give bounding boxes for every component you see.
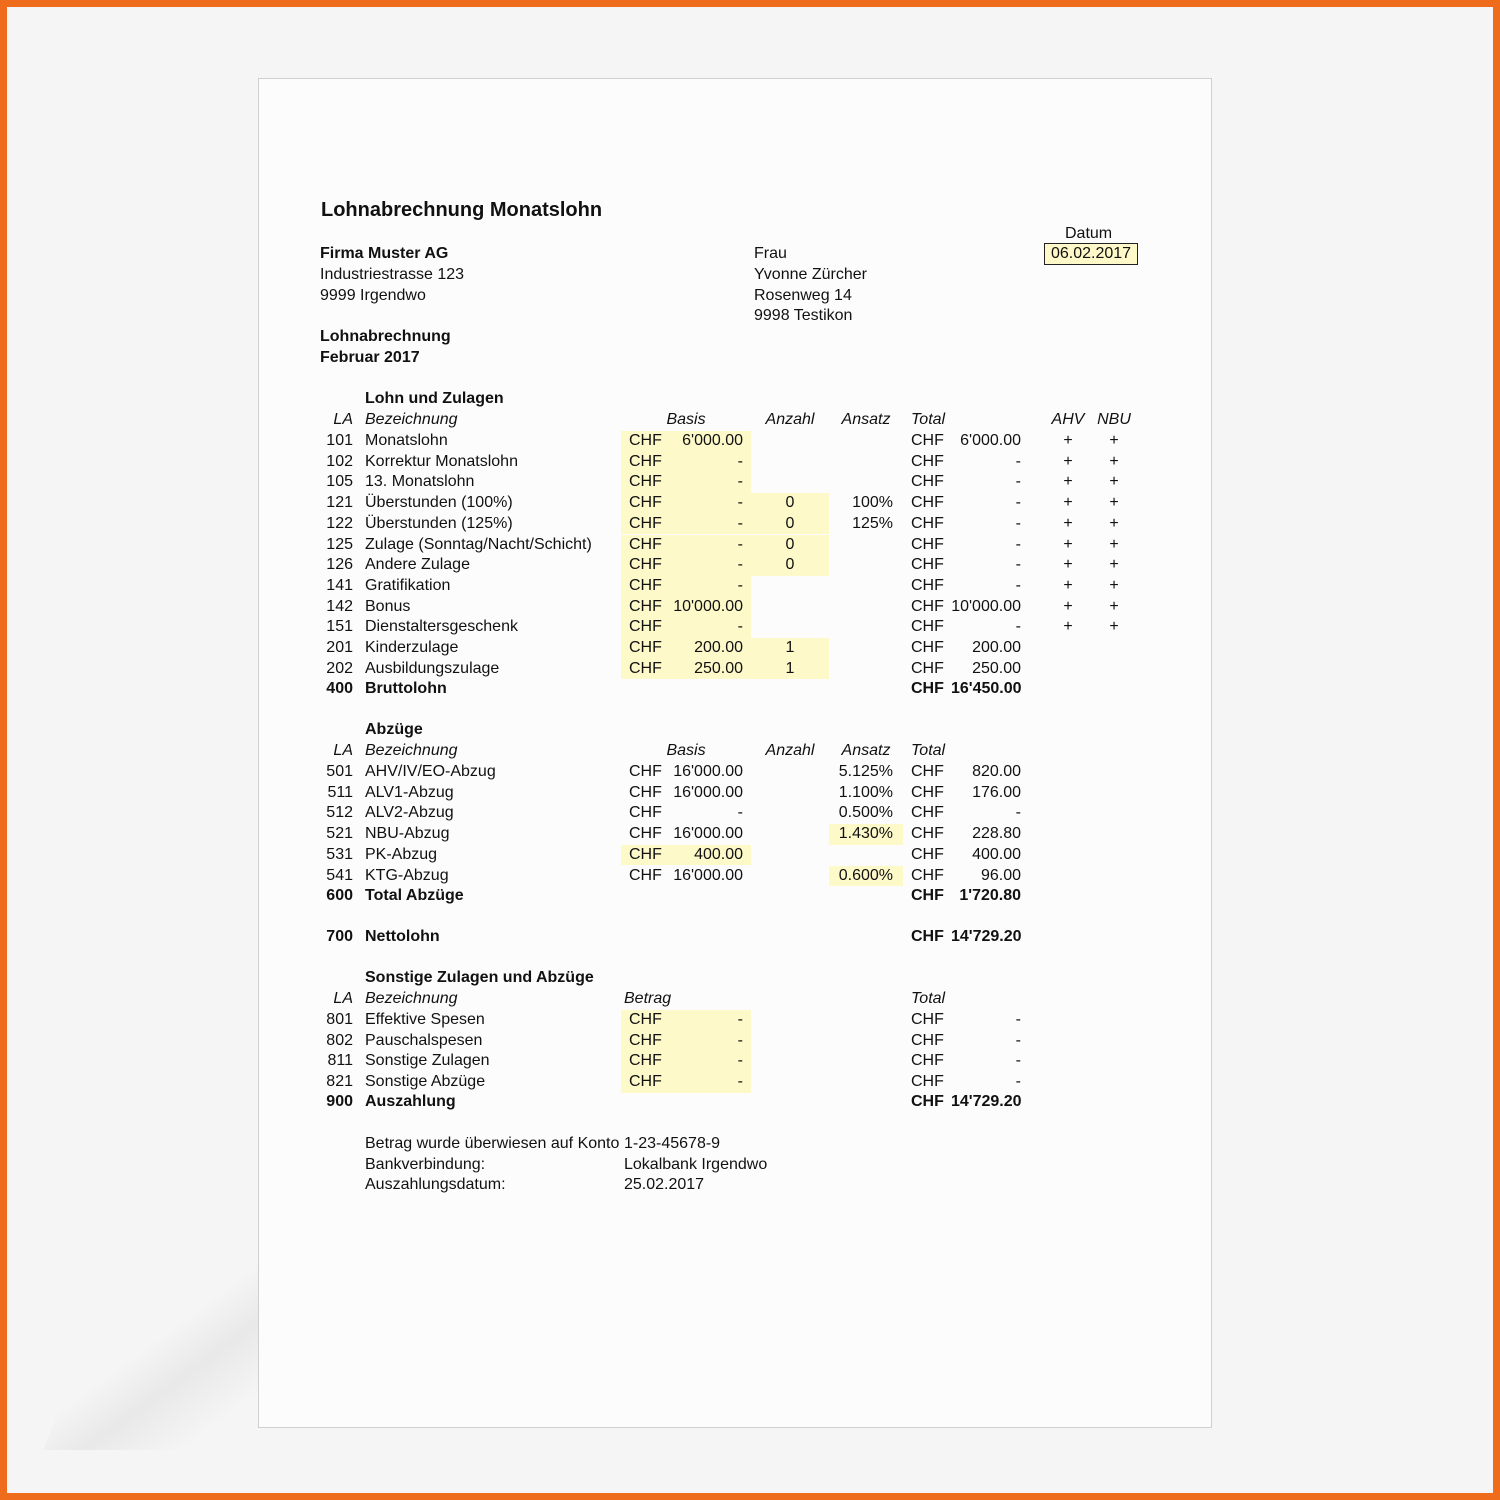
bezeichnung: 13. Monatslohn xyxy=(365,473,475,491)
basis-currency: CHF xyxy=(621,493,671,514)
total-value: - xyxy=(1015,576,1021,594)
total-currency: CHF xyxy=(911,887,944,904)
abzug-row xyxy=(259,783,1213,804)
ansatz: 1.100% xyxy=(838,783,893,801)
total-currency: CHF xyxy=(911,639,944,656)
ansatz: 1.430% xyxy=(829,824,903,845)
nbu-flag: + xyxy=(1109,556,1119,574)
anzahl xyxy=(751,617,829,638)
total-currency: CHF xyxy=(911,473,944,491)
basis-value: 400.00 xyxy=(671,845,751,866)
ahv-flag: + xyxy=(1063,494,1073,512)
basis-currency: CHF xyxy=(629,866,662,884)
bezeichnung: Effektive Spesen xyxy=(365,1011,485,1028)
la-code: 512 xyxy=(326,804,353,822)
sonstige-row xyxy=(259,1051,1213,1072)
bezeichnung: Andere Zulage xyxy=(365,556,470,574)
lohn-row xyxy=(259,638,1213,659)
basis-currency: CHF xyxy=(629,804,662,822)
anzahl: 0 xyxy=(751,493,829,514)
date-field[interactable]: 06.02.2017 xyxy=(1044,243,1138,265)
basis-currency: CHF xyxy=(621,535,671,556)
total-value: - xyxy=(1015,804,1021,822)
basis-currency: CHF xyxy=(621,845,671,866)
basis-value: 16'000.00 xyxy=(673,825,743,843)
total-value: 10'000.00 xyxy=(951,597,1021,615)
total-value: - xyxy=(1015,556,1021,574)
lohn-row xyxy=(259,597,1213,618)
date-label: Datum xyxy=(1065,225,1113,242)
anzahl: 0 xyxy=(751,555,829,576)
anzahl xyxy=(751,597,829,618)
basis-value: 16'000.00 xyxy=(673,866,743,884)
la-code: 125 xyxy=(326,535,353,553)
bezeichnung: ALV1-Abzug xyxy=(365,783,454,801)
betrag-value: - xyxy=(671,1031,751,1052)
ansatz xyxy=(829,617,903,638)
lohn-row xyxy=(259,452,1213,473)
section-heading-abzuege: Abzüge xyxy=(365,721,423,738)
la-code: 142 xyxy=(326,597,353,615)
basis-value: - xyxy=(671,535,751,556)
header-anzahl: Anzahl xyxy=(765,411,815,428)
section-heading-sonstige: Sonstige Zulagen und Abzüge xyxy=(365,969,594,986)
ahv-flag: + xyxy=(1063,618,1073,636)
ahv-flag: + xyxy=(1063,535,1073,553)
total-value: 14'729.20 xyxy=(951,1093,1022,1110)
basis-currency: CHF xyxy=(621,659,671,680)
total-currency: CHF xyxy=(911,783,944,801)
nbu-flag xyxy=(1095,659,1133,680)
basis-currency: CHF xyxy=(621,452,671,473)
ahv-flag xyxy=(1049,659,1087,680)
ahv-flag: + xyxy=(1063,556,1073,574)
la-code: 151 xyxy=(326,618,353,636)
bezeichnung: NBU-Abzug xyxy=(365,825,450,843)
total-value: 96.00 xyxy=(980,866,1021,884)
total-currency: CHF xyxy=(911,659,944,677)
total-currency: CHF xyxy=(911,494,944,512)
anzahl xyxy=(751,431,829,452)
netto-label: Nettolohn xyxy=(365,928,440,945)
ansatz xyxy=(829,431,903,452)
sonstige-header-row xyxy=(259,989,1213,1010)
anzahl: 1 xyxy=(751,659,829,680)
company-street: Industriestrasse 123 xyxy=(320,266,465,283)
total-value: - xyxy=(1015,494,1021,512)
total-currency: CHF xyxy=(911,1052,944,1070)
header-la: LA xyxy=(333,990,353,1007)
basis-currency: CHF xyxy=(621,514,671,535)
total-currency: CHF xyxy=(911,452,944,470)
bank-value: Lokalbank Irgendwo xyxy=(624,1156,768,1173)
header-ansatz: Ansatz xyxy=(841,742,891,759)
la-code: 811 xyxy=(327,1052,353,1070)
ansatz xyxy=(829,472,903,493)
basis-value: 250.00 xyxy=(671,659,751,680)
abzuege-header-row xyxy=(259,741,1213,762)
section-heading-lohn: Lohn und Zulagen xyxy=(365,390,504,407)
bezeichnung: ALV2-Abzug xyxy=(365,804,454,822)
bezeichnung: KTG-Abzug xyxy=(365,866,449,884)
total-value: - xyxy=(1015,535,1021,553)
nbu-flag: + xyxy=(1109,576,1119,594)
betrag-currency: CHF xyxy=(621,1031,671,1052)
bezeichnung: Monatslohn xyxy=(365,432,448,449)
la-code: 531 xyxy=(326,845,353,863)
lohn-row xyxy=(259,617,1213,638)
bezeichnung: Ausbildungszulage xyxy=(365,659,500,677)
ansatz: 125% xyxy=(852,514,893,532)
basis-value: 6'000.00 xyxy=(671,431,751,452)
header-total: Total xyxy=(911,742,946,759)
header-bezeichnung: Bezeichnung xyxy=(365,742,458,759)
company-city: 9999 Irgendwo xyxy=(320,287,426,304)
basis-currency: CHF xyxy=(621,555,671,576)
lohn-row xyxy=(259,431,1213,452)
sonstige-row xyxy=(259,1010,1213,1031)
ansatz xyxy=(829,576,903,597)
total-value: 200.00 xyxy=(972,639,1021,656)
basis-value: 16'000.00 xyxy=(673,783,743,801)
total-currency: CHF xyxy=(911,845,944,863)
la-code: 122 xyxy=(326,514,353,532)
abzug-row xyxy=(259,824,1213,845)
total-value: - xyxy=(1015,1011,1021,1028)
netto-la: 700 xyxy=(326,928,353,945)
abzug-row xyxy=(259,845,1213,866)
anzahl: 1 xyxy=(751,638,829,659)
anzahl: 0 xyxy=(751,514,829,535)
basis-currency: CHF xyxy=(621,597,671,618)
bezeichnung: Zulage (Sonntag/Nacht/Schicht) xyxy=(365,535,592,553)
nbu-flag: + xyxy=(1109,535,1119,553)
basis-currency: CHF xyxy=(629,825,662,843)
ansatz xyxy=(829,597,903,618)
total-value: 1'720.80 xyxy=(959,887,1021,904)
document-title: Lohnabrechnung Monatslohn xyxy=(321,199,603,221)
total-currency: CHF xyxy=(911,432,944,449)
ahv-flag: + xyxy=(1063,514,1073,532)
ansatz xyxy=(829,638,903,659)
ansatz: 100% xyxy=(852,494,893,512)
total-label: Total Abzüge xyxy=(365,887,464,904)
lohn-row xyxy=(259,659,1213,680)
la-code: 202 xyxy=(326,659,353,677)
total-value: 228.80 xyxy=(972,825,1021,843)
ansatz xyxy=(829,659,903,680)
header-nbu: NBU xyxy=(1097,411,1131,428)
nbu-flag: + xyxy=(1109,473,1119,491)
lohn-row xyxy=(259,493,1213,514)
ansatz: 0.600% xyxy=(829,866,903,887)
bezeichnung: Gratifikation xyxy=(365,576,451,594)
total-value: 176.00 xyxy=(972,783,1021,801)
basis-value: 16'000.00 xyxy=(673,763,743,780)
betrag-value: - xyxy=(671,1051,751,1072)
total-currency: CHF xyxy=(911,1093,944,1110)
total-currency: CHF xyxy=(911,1011,944,1028)
total-value: - xyxy=(1015,473,1021,491)
nbu-flag: + xyxy=(1109,618,1119,636)
la-code: 102 xyxy=(326,452,353,470)
anzahl: 0 xyxy=(751,535,829,556)
recipient-name: Yvonne Zürcher xyxy=(754,266,867,283)
total-currency: CHF xyxy=(911,535,944,553)
la-code: 126 xyxy=(326,556,353,574)
basis-value: 10'000.00 xyxy=(671,597,751,618)
la-code: 821 xyxy=(326,1073,353,1091)
nbu-flag: + xyxy=(1109,514,1119,532)
total-currency: CHF xyxy=(911,576,944,594)
bezeichnung: Überstunden (100%) xyxy=(365,494,513,512)
nbu-flag: + xyxy=(1109,452,1119,470)
ansatz xyxy=(829,555,903,576)
total-value: - xyxy=(1015,618,1021,636)
basis-currency: CHF xyxy=(621,638,671,659)
bezeichnung: Bonus xyxy=(365,597,411,615)
la-code: 201 xyxy=(326,639,353,656)
la-code: 541 xyxy=(326,866,353,884)
lohn-row xyxy=(259,514,1213,535)
sonstige-row xyxy=(259,1031,1213,1052)
header-total: Total xyxy=(911,411,946,428)
bezeichnung: Korrektur Monatslohn xyxy=(365,452,518,470)
header-basis: Basis xyxy=(666,742,706,759)
payslip-page xyxy=(258,78,1212,1428)
basis-value: 200.00 xyxy=(671,638,751,659)
la-code: 802 xyxy=(326,1031,353,1049)
ahv-flag: + xyxy=(1063,432,1073,449)
total-currency: CHF xyxy=(911,597,944,615)
payout-date-label: Auszahlungsdatum: xyxy=(365,1176,506,1193)
nbu-flag xyxy=(1095,638,1133,659)
konto-value: 1-23-45678-9 xyxy=(624,1135,721,1152)
total-currency: CHF xyxy=(911,556,944,574)
bezeichnung: Überstunden (125%) xyxy=(365,514,513,532)
header-bezeichnung: Bezeichnung xyxy=(365,990,458,1007)
la-code: 511 xyxy=(327,783,353,801)
basis-currency: CHF xyxy=(629,763,662,780)
total-label: Bruttolohn xyxy=(365,680,447,697)
header-ahv: AHV xyxy=(1051,411,1085,428)
basis-value: - xyxy=(671,617,751,638)
period-month: Februar 2017 xyxy=(320,349,420,366)
bank-label: Bankverbindung: xyxy=(365,1156,486,1173)
total-value: 16'450.00 xyxy=(951,680,1022,697)
lohn-header-row xyxy=(259,410,1213,431)
total-la: 600 xyxy=(326,887,353,904)
basis-currency: CHF xyxy=(621,576,671,597)
ahv-flag xyxy=(1049,638,1087,659)
header-bezeichnung: Bezeichnung xyxy=(365,411,458,428)
lohn-row xyxy=(259,535,1213,556)
konto-label: Betrag wurde überwiesen auf Konto xyxy=(365,1135,620,1152)
la-code: 501 xyxy=(326,763,353,780)
lohn-row xyxy=(259,576,1213,597)
total-value: - xyxy=(1015,1073,1021,1091)
basis-value: - xyxy=(671,493,751,514)
anzahl xyxy=(751,472,829,493)
bezeichnung: Dienstaltersgeschenk xyxy=(365,618,518,636)
payout-date-value: 25.02.2017 xyxy=(624,1176,705,1193)
ansatz xyxy=(829,535,903,556)
header-total: Total xyxy=(911,990,946,1007)
total-currency: CHF xyxy=(911,866,944,884)
ahv-flag: + xyxy=(1063,452,1073,470)
sonstige-row xyxy=(259,1072,1213,1093)
total-la: 400 xyxy=(326,680,353,697)
recipient-street: Rosenweg 14 xyxy=(754,287,852,304)
company-name: Firma Muster AG xyxy=(320,245,449,262)
total-value: - xyxy=(1015,452,1021,470)
total-label: Auszahlung xyxy=(365,1093,456,1110)
basis-value: - xyxy=(671,452,751,473)
lohn-row xyxy=(259,555,1213,576)
la-code: 521 xyxy=(326,825,353,843)
basis-currency: CHF xyxy=(621,431,671,452)
total-la: 900 xyxy=(326,1093,353,1110)
basis-value: - xyxy=(671,576,751,597)
recipient-city: 9998 Testikon xyxy=(754,307,853,324)
netto-value: 14'729.20 xyxy=(951,928,1022,945)
anzahl xyxy=(751,576,829,597)
la-code: 801 xyxy=(326,1011,353,1028)
header-betrag: Betrag xyxy=(624,990,672,1007)
betrag-currency: CHF xyxy=(621,1051,671,1072)
betrag-currency: CHF xyxy=(621,1072,671,1093)
bruttolohn-row xyxy=(259,679,1213,700)
total-currency: CHF xyxy=(911,514,944,532)
ansatz: 0.500% xyxy=(838,804,893,822)
basis-currency: CHF xyxy=(621,472,671,493)
nettolohn-row xyxy=(259,927,1213,948)
basis-value: - xyxy=(671,514,751,535)
nbu-flag: + xyxy=(1109,432,1119,449)
total-currency: CHF xyxy=(911,680,944,697)
ahv-flag: + xyxy=(1063,597,1073,615)
recipient-salutation: Frau xyxy=(754,245,787,262)
basis-value: - xyxy=(671,472,751,493)
total-currency: CHF xyxy=(911,1073,944,1091)
total-value: 400.00 xyxy=(972,845,1021,863)
ansatz: 5.125% xyxy=(838,763,893,780)
header-anzahl: Anzahl xyxy=(765,742,815,759)
abzug-row xyxy=(259,866,1213,887)
bezeichnung: Pauschalspesen xyxy=(365,1031,483,1049)
abzug-row xyxy=(259,762,1213,783)
basis-value: - xyxy=(737,804,743,822)
total-value: 250.00 xyxy=(972,659,1021,677)
total-currency: CHF xyxy=(911,763,944,780)
bezeichnung: AHV/IV/EO-Abzug xyxy=(365,763,496,780)
ansatz xyxy=(829,452,903,473)
basis-value: - xyxy=(671,555,751,576)
header-basis: Basis xyxy=(666,411,706,428)
header-ansatz: Ansatz xyxy=(841,411,891,428)
total-value: - xyxy=(1015,1052,1021,1070)
ansatz xyxy=(829,845,903,866)
lohn-row xyxy=(259,472,1213,493)
bezeichnung: PK-Abzug xyxy=(365,845,438,863)
total-value: - xyxy=(1015,1031,1021,1049)
betrag-value: - xyxy=(671,1072,751,1093)
period-label: Lohnabrechnung xyxy=(320,328,451,345)
basis-currency: CHF xyxy=(629,783,662,801)
bezeichnung: Sonstige Zulagen xyxy=(365,1052,490,1070)
betrag-currency: CHF xyxy=(621,1010,671,1031)
total-value: 6'000.00 xyxy=(960,432,1021,449)
nbu-flag: + xyxy=(1109,597,1119,615)
basis-currency: CHF xyxy=(621,617,671,638)
total-currency: CHF xyxy=(911,825,944,843)
bezeichnung: Kinderzulage xyxy=(365,639,459,656)
total-currency: CHF xyxy=(911,1031,944,1049)
la-code: 141 xyxy=(326,576,353,594)
auszahlung-row xyxy=(259,1092,1213,1113)
ahv-flag: + xyxy=(1063,576,1073,594)
ahv-flag: + xyxy=(1063,473,1073,491)
la-code: 105 xyxy=(326,473,353,491)
total-currency: CHF xyxy=(911,618,944,636)
anzahl xyxy=(751,452,829,473)
header-la: LA xyxy=(333,742,353,759)
total-abzuege-row xyxy=(259,886,1213,907)
total-value: 820.00 xyxy=(972,763,1021,780)
la-code: 121 xyxy=(326,494,353,512)
la-code: 101 xyxy=(326,432,353,449)
total-currency: CHF xyxy=(911,804,944,822)
bezeichnung: Sonstige Abzüge xyxy=(365,1073,486,1091)
total-value: - xyxy=(1015,514,1021,532)
netto-currency: CHF xyxy=(911,928,944,945)
abzug-row xyxy=(259,803,1213,824)
betrag-value: - xyxy=(671,1010,751,1031)
nbu-flag: + xyxy=(1109,494,1119,512)
header-la: LA xyxy=(333,411,353,428)
